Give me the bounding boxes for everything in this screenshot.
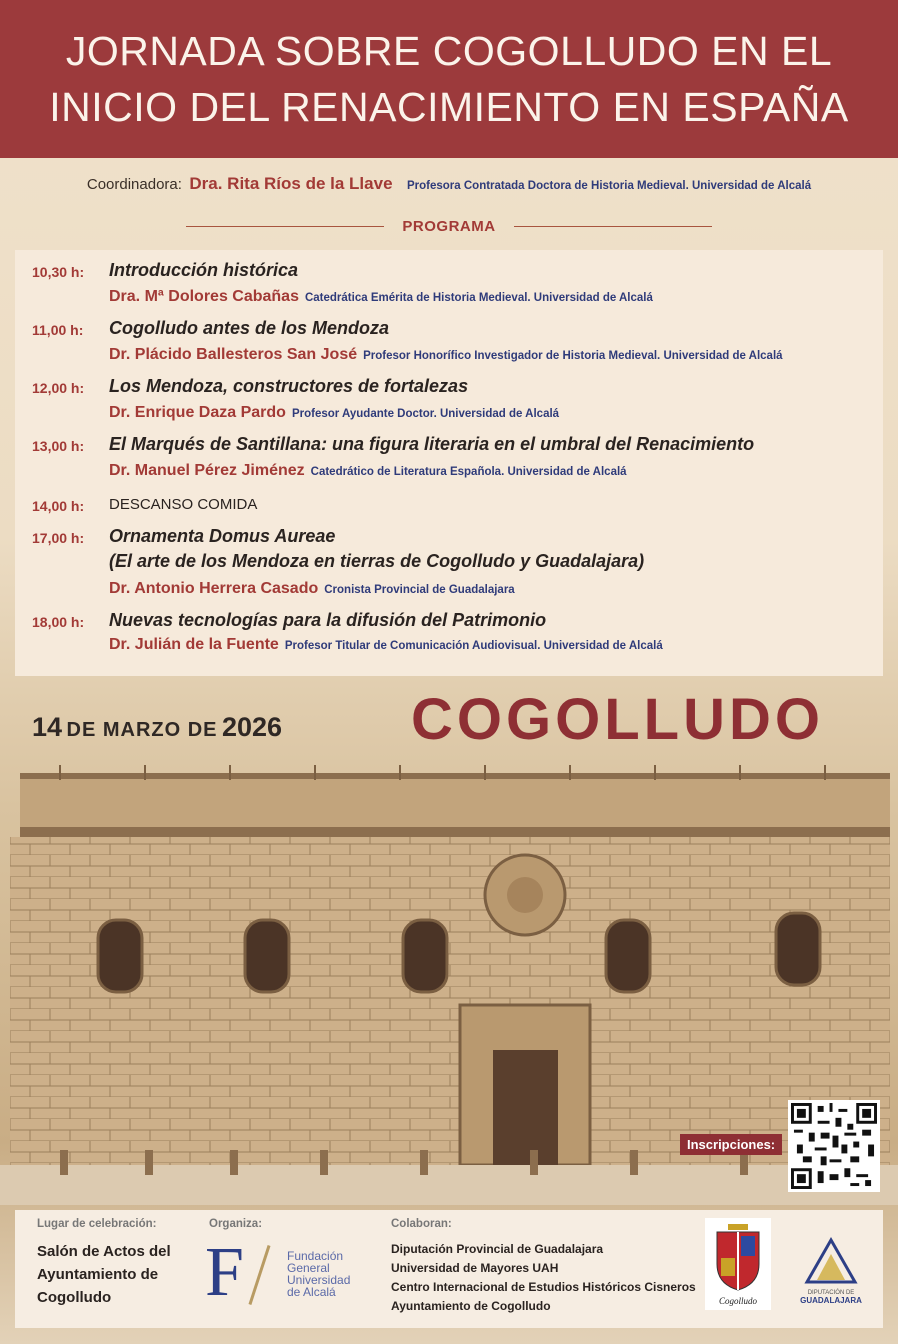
shield-caption: Cogolludo: [718, 1296, 758, 1306]
item-time: 11,00 h:: [32, 322, 84, 338]
item-time: 18,00 h:: [32, 614, 85, 630]
item-time: 10,30 h:: [32, 264, 85, 280]
item-speaker: [109, 404, 559, 422]
item-time: 17,00 h:: [32, 530, 85, 546]
speaker-name: Dr. Enrique Daza Pardo: [109, 404, 286, 421]
coordinator-label: Coordinadora:: [86, 176, 182, 193]
dipu-line: DIPUTACIÓN DE: [807, 1290, 855, 1296]
fundacion-logo-text: [287, 1250, 350, 1298]
date-month: DE MARZO DE: [66, 719, 218, 741]
item-title: DESCANSO COMIDA: [109, 496, 258, 513]
venue-label: Lugar de celebración:: [37, 1218, 157, 1230]
item-title: Ornamenta Domus Aureae: [109, 526, 336, 546]
item-time: 14,00 h:: [32, 498, 85, 514]
item-time: 12,00 h:: [32, 380, 85, 396]
item-title: El Marqués de Santillana: una figura literaria en el umbral del Renacimiento: [109, 434, 755, 454]
registration-qr-code[interactable]: [788, 1100, 880, 1192]
title-banner: [0, 0, 898, 158]
collaborator: Universidad de Mayores UAH: [391, 1261, 559, 1275]
speaker-role: Catedrático de Literatura Española. Universidad de Alcalá: [310, 466, 627, 478]
item-speaker: [109, 580, 515, 598]
item-title: Introducción histórica: [109, 260, 299, 280]
item-speaker: [109, 636, 663, 654]
venue-line: Cogolludo: [37, 1289, 112, 1306]
cogolludo-shield-icon: [705, 1218, 771, 1310]
collaborators-list: [391, 1240, 696, 1316]
coordinator: [0, 174, 898, 194]
venue-line: Ayuntamiento de: [37, 1266, 159, 1283]
item-subtitle: (El arte de los Mendoza en tierras de Cogolludo y Guadalajara): [109, 551, 645, 571]
organizer-line: de Alcalá: [287, 1285, 336, 1299]
collaborator: Ayuntamiento de Cogolludo: [391, 1299, 551, 1313]
divider: [514, 226, 712, 227]
divider: [186, 226, 384, 227]
program-heading-text: PROGRAMA: [402, 218, 496, 235]
fundacion-logo-slash: [248, 1245, 270, 1305]
speaker-name: Dr. Manuel Pérez Jiménez: [109, 462, 305, 479]
town-name: COGOLLUDO: [411, 687, 824, 752]
collaborator: Diputación Provincial de Guadalajara: [391, 1242, 604, 1256]
item-speaker: [109, 288, 653, 306]
organizer-line: General: [287, 1261, 330, 1275]
item-title: Los Mendoza, constructores de fortalezas: [109, 376, 469, 396]
speaker-role: Profesor Titular de Comunicación Audiovisual. Universidad de Alcalá: [284, 640, 663, 652]
item-speaker: [109, 346, 783, 364]
speaker-role: Cronista Provincial de Guadalajara: [324, 584, 515, 596]
coordinator-role: Profesora Contratada Doctora de Historia Medieval. Universidad de Alcalá: [406, 180, 812, 192]
coordinator-name: Dra. Rita Ríos de la Llave: [189, 174, 393, 193]
title-line-1: JORNADA SOBRE COGOLLUDO EN EL: [65, 28, 833, 74]
speaker-name: Dr. Julián de la Fuente: [109, 636, 279, 653]
organizer-line: Universidad: [287, 1273, 351, 1287]
event-date: [32, 712, 282, 743]
organizer-line: Fundación: [287, 1249, 344, 1263]
speaker-name: Dra. Mª Dolores Cabañas: [109, 288, 299, 305]
program-list: [15, 250, 883, 676]
item-title: Nuevas tecnologías para la difusión del Patrimonio: [109, 610, 547, 630]
item-title: Cogolludo antes de los Mendoza: [109, 318, 390, 338]
diputacion-logo-icon: [791, 1230, 871, 1310]
dipu-line: GUADALAJARA: [800, 1296, 862, 1305]
venue-text: [37, 1240, 171, 1309]
speaker-role: Profesor Ayudante Doctor. Universidad de Alcalá: [291, 408, 560, 420]
venue-line: Salón de Actos del: [37, 1243, 171, 1260]
speaker-role: Profesor Honorífico Investigador de Historia Medieval. Universidad de Alcalá: [363, 350, 783, 362]
date-day: 14: [32, 712, 63, 742]
speaker-name: Dr. Plácido Ballesteros San José: [109, 346, 358, 363]
registration-label: Inscripciones:: [680, 1134, 782, 1155]
collab-label: Colaboran:: [391, 1218, 452, 1230]
program-heading: [0, 218, 898, 235]
date-year: 2026: [221, 712, 283, 742]
item-speaker: [109, 462, 627, 480]
item-time: 13,00 h:: [32, 438, 85, 454]
title-line-2: INICIO DEL RENACIMIENTO EN ESPAÑA: [49, 84, 849, 130]
fundacion-logo-letter: F: [205, 1234, 244, 1311]
organizer-label: Organiza:: [209, 1218, 263, 1230]
speaker-name: Dr. Antonio Herrera Casado: [109, 580, 319, 597]
speaker-role: Catedrática Emérita de Historia Medieval. Universidad de Alcalá: [304, 292, 653, 304]
footer-panel: [15, 1210, 883, 1328]
collaborator: Centro Internacional de Estudios Históricos Cisneros: [391, 1280, 696, 1294]
